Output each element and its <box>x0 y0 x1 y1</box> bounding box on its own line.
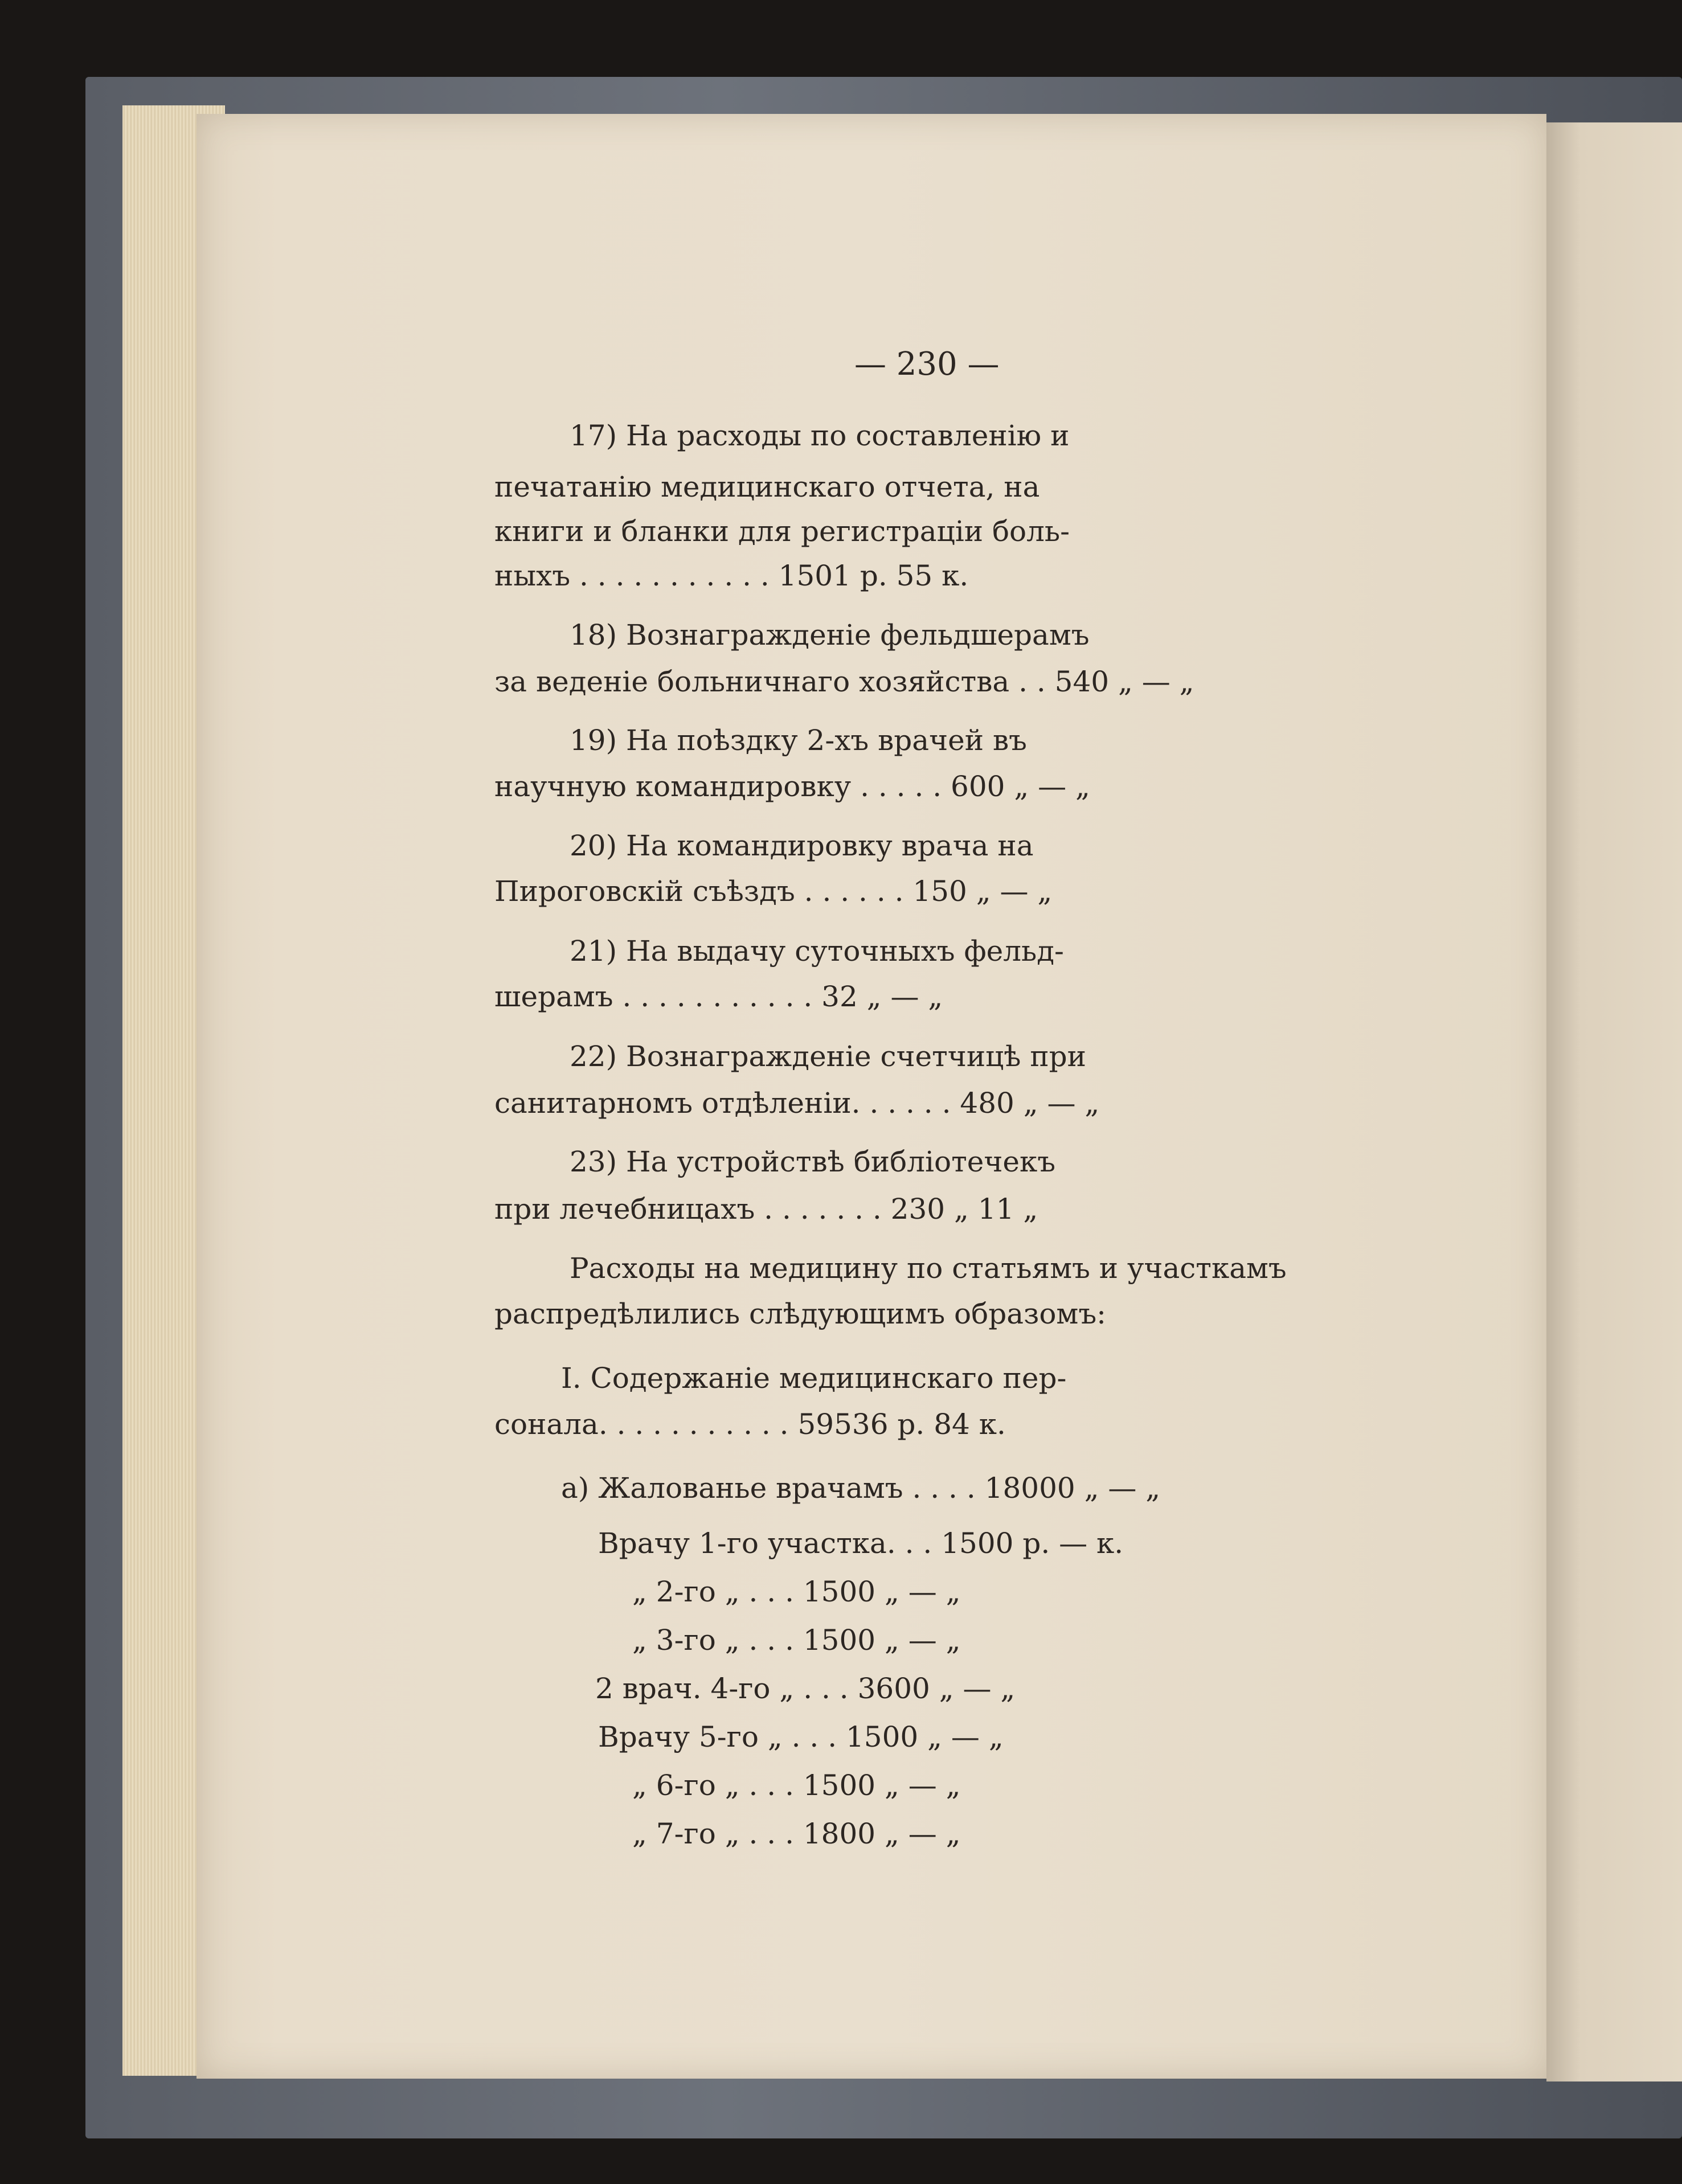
facing-page-edge <box>1546 122 1682 2081</box>
text-line: 17) На расходы по составленію и <box>570 419 1070 452</box>
text-line: Пироговскій съѣздъ . . . . . . 150 „ — „ <box>494 875 1053 908</box>
text-line: книги и бланки для регистраціи боль- <box>494 515 1070 548</box>
text-line: „ 2-го „ . . . 1500 „ — „ <box>632 1575 961 1608</box>
text-line: 21) На выдачу суточныхъ фельд- <box>570 935 1064 968</box>
text-line: санитарномъ отдѣленіи. . . . . . 480 „ — „ <box>494 1087 1100 1120</box>
text-line: Врачу 1-го участка. . . 1500 р. — к. <box>598 1527 1124 1560</box>
text-line: „ 7-го „ . . . 1800 „ — „ <box>632 1817 961 1850</box>
text-line: печатанію медицинскаго отчета, на <box>494 470 1040 503</box>
text-line: Расходы на медицину по статьямъ и участкамъ <box>570 1252 1287 1285</box>
page-number: — 230 — <box>854 346 1000 383</box>
text-line: 22) Вознагражденіе счетчицѣ при <box>570 1040 1087 1073</box>
text-line: распредѣлились слѣдующимъ образомъ: <box>494 1297 1106 1330</box>
text-line: „ 3-го „ . . . 1500 „ — „ <box>632 1624 961 1657</box>
text-line: Врачу 5-го „ . . . 1500 „ — „ <box>598 1720 1004 1753</box>
text-line: при лечебницахъ . . . . . . . 230 „ 11 „ <box>494 1193 1038 1226</box>
text-line: шерамъ . . . . . . . . . . . 32 „ — „ <box>494 980 943 1013</box>
text-line: а) Жалованье врачамъ . . . . 18000 „ — „ <box>561 1472 1161 1505</box>
text-line: 18) Вознагражденіе фельдшерамъ <box>570 618 1090 651</box>
text-line: I. Содержаніе медицинскаго пер- <box>561 1362 1067 1395</box>
text-line: ныхъ . . . . . . . . . . . 1501 р. 55 к. <box>494 559 969 592</box>
text-line: научную командировку . . . . . 600 „ — „ <box>494 770 1090 803</box>
text-line: 23) На устройствѣ библіотечекъ <box>570 1145 1056 1178</box>
text-line: 20) На командировку врача на <box>570 829 1034 862</box>
text-line: за веденіе больничнаго хозяйства . . 540 „ — „ <box>494 665 1194 698</box>
text-line: 19) На поѣздку 2-хъ врачей въ <box>570 724 1027 757</box>
text-line: сонала. . . . . . . . . . . 59536 р. 84 к. <box>494 1408 1006 1441</box>
text-line: „ 6-го „ . . . 1500 „ — „ <box>632 1769 961 1802</box>
text-line: 2 врач. 4-го „ . . . 3600 „ — „ <box>595 1672 1016 1705</box>
